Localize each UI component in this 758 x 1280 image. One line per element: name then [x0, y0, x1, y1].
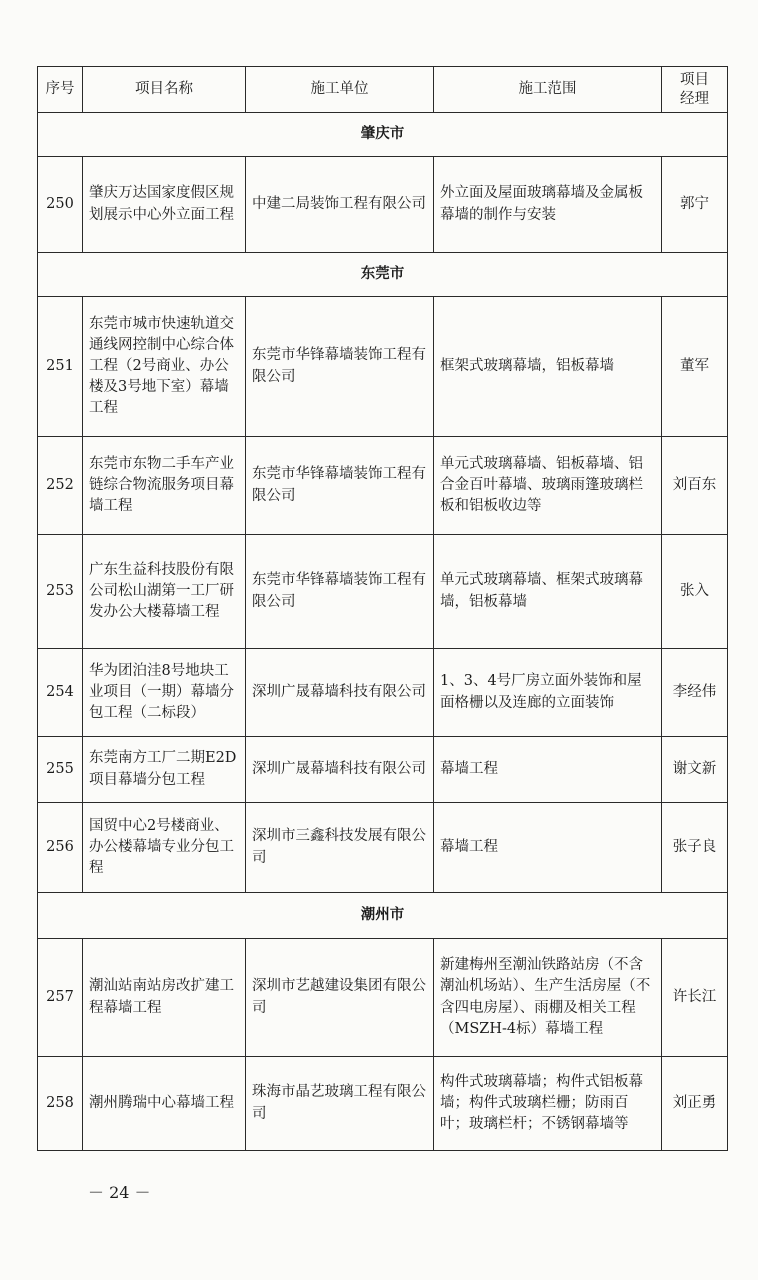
row-manager: 郭宁 — [662, 157, 728, 253]
row-unit: 东莞市华锋幕墙装饰工程有限公司 — [246, 437, 434, 535]
row-scope: 构件式玻璃幕墙；构件式铝板幕墙；构件式玻璃栏栅；防雨百叶；玻璃栏杆；不锈钢幕墙等 — [434, 1057, 662, 1151]
row-no: 256 — [38, 803, 83, 893]
row-no: 255 — [38, 737, 83, 803]
row-scope: 单元式玻璃幕墙、铝板幕墙、铝合金百叶幕墙、玻璃雨篷玻璃栏板和铝板收边等 — [434, 437, 662, 535]
project-table — [37, 66, 728, 1151]
table-row — [38, 297, 728, 437]
row-scope: 单元式玻璃幕墙、框架式玻璃幕墙，铝板幕墙 — [434, 535, 662, 649]
row-no: 251 — [38, 297, 83, 437]
row-project-name: 东莞南方工厂二期E2D项目幕墙分包工程 — [83, 737, 246, 803]
city-row — [38, 253, 728, 297]
row-unit: 珠海市晶艺玻璃工程有限公司 — [246, 1057, 434, 1151]
city-name: 肇庆市 — [38, 113, 728, 157]
row-project-name: 肇庆万达国家度假区规划展示中心外立面工程 — [83, 157, 246, 253]
row-unit: 深圳广晟幕墙科技有限公司 — [246, 737, 434, 803]
row-manager: 张入 — [662, 535, 728, 649]
row-project-name: 东莞市东物二手车产业链综合物流服务项目幕墙工程 — [83, 437, 246, 535]
table-row — [38, 737, 728, 803]
city-row — [38, 893, 728, 939]
row-no: 253 — [38, 535, 83, 649]
row-scope: 幕墙工程 — [434, 737, 662, 803]
header-name: 项目名称 — [83, 67, 246, 113]
row-unit: 东莞市华锋幕墙装饰工程有限公司 — [246, 535, 434, 649]
table-row — [38, 535, 728, 649]
header-no: 序号 — [38, 67, 83, 113]
row-unit: 东莞市华锋幕墙装饰工程有限公司 — [246, 297, 434, 437]
row-no: 257 — [38, 939, 83, 1057]
row-scope: 幕墙工程 — [434, 803, 662, 893]
row-unit: 中建二局装饰工程有限公司 — [246, 157, 434, 253]
header-scope: 施工范围 — [434, 67, 662, 113]
city-row — [38, 113, 728, 157]
table-row — [38, 157, 728, 253]
row-manager: 刘百东 — [662, 437, 728, 535]
header-unit: 施工单位 — [246, 67, 434, 113]
page-number: － 24 － — [88, 1183, 151, 1202]
row-project-name: 潮汕站南站房改扩建工程幕墙工程 — [83, 939, 246, 1057]
header-manager: 项目 经理 — [662, 67, 728, 113]
row-no: 258 — [38, 1057, 83, 1151]
table-row — [38, 437, 728, 535]
row-project-name: 潮州腾瑞中心幕墙工程 — [83, 1057, 246, 1151]
table-header-row — [38, 67, 728, 113]
row-project-name: 广东生益科技股份有限公司松山湖第一工厂研发办公大楼幕墙工程 — [83, 535, 246, 649]
table-row — [38, 1057, 728, 1151]
row-scope: 1、3、4号厂房立面外装饰和屋面格栅以及连廊的立面装饰 — [434, 649, 662, 737]
row-scope: 外立面及屋面玻璃幕墙及金属板幕墙的制作与安装 — [434, 157, 662, 253]
row-no: 250 — [38, 157, 83, 253]
city-name: 东莞市 — [38, 253, 728, 297]
row-manager: 张子良 — [662, 803, 728, 893]
row-unit: 深圳广晟幕墙科技有限公司 — [246, 649, 434, 737]
row-manager: 董军 — [662, 297, 728, 437]
table-row — [38, 649, 728, 737]
row-project-name: 华为团泊洼8号地块工业项目（一期）幕墙分包工程（二标段） — [83, 649, 246, 737]
row-no: 252 — [38, 437, 83, 535]
row-manager: 刘正勇 — [662, 1057, 728, 1151]
row-manager: 谢文新 — [662, 737, 728, 803]
row-project-name: 国贸中心2号楼商业、办公楼幕墙专业分包工程 — [83, 803, 246, 893]
row-no: 254 — [38, 649, 83, 737]
row-unit: 深圳市三鑫科技发展有限公司 — [246, 803, 434, 893]
table-row — [38, 803, 728, 893]
row-project-name: 东莞市城市快速轨道交通线网控制中心综合体工程（2号商业、办公楼及3号地下室）幕墙工程 — [83, 297, 246, 437]
table-row — [38, 939, 728, 1057]
city-name: 潮州市 — [38, 893, 728, 939]
row-scope: 新建梅州至潮汕铁路站房（不含潮汕机场站）、生产生活房屋（不含四电房屋）、雨棚及相关工程（MSZH-4标）幕墙工程 — [434, 939, 662, 1057]
row-scope: 框架式玻璃幕墙，铝板幕墙 — [434, 297, 662, 437]
row-manager: 李经伟 — [662, 649, 728, 737]
row-unit: 深圳市艺越建设集团有限公司 — [246, 939, 434, 1057]
row-manager: 许长江 — [662, 939, 728, 1057]
